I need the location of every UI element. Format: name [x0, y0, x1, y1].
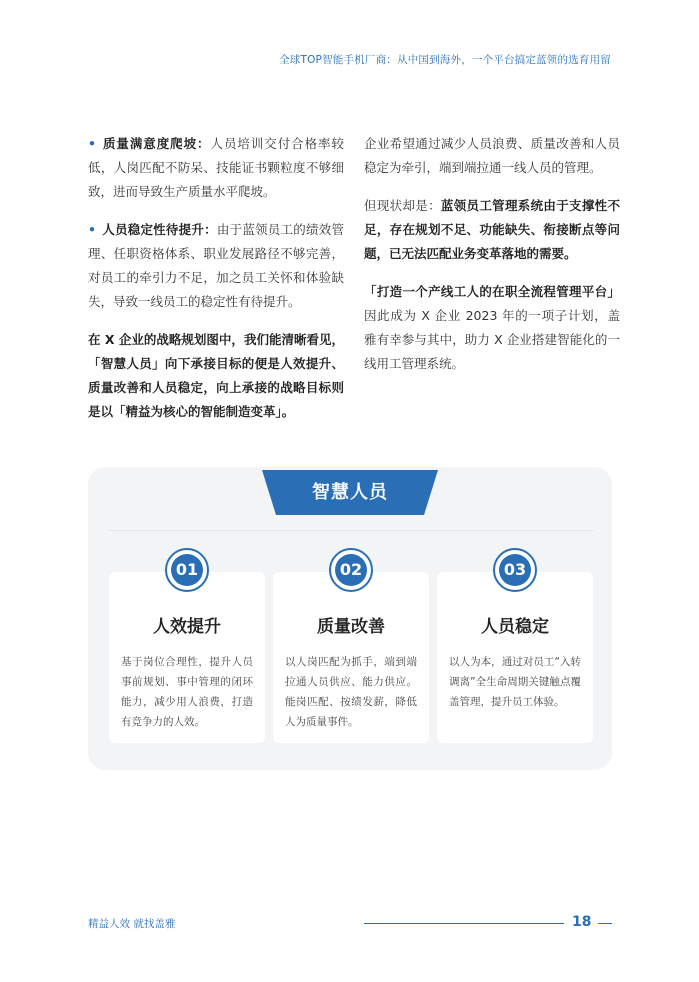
footer-dash [598, 923, 612, 924]
panel-title: 智慧人员 [312, 482, 388, 503]
card-quality [273, 572, 429, 743]
footer-slogan: 精益人效 就找盖雅 [88, 918, 176, 930]
panel-title-banner [262, 470, 438, 515]
card-title: 人效提升 [153, 617, 221, 637]
bullet-quality [88, 132, 344, 204]
card-text: 以人岗匹配为抓手，端到端拉通人员供应、能力供应。能岗匹配、按绩发薪，降低人为质量事件。 [285, 656, 417, 728]
bullet-stability-text: 由于蓝领员工的绩效管理、任职资格体系、职业发展路径不够完善，对员工的牵引力不足，加之员工关怀和体验缺失，导致一线员工的稳定性有待提升。 [88, 222, 344, 309]
number-badge [493, 548, 537, 592]
badge-number: 02 [335, 554, 367, 586]
panel-divider [108, 530, 594, 531]
left-column [88, 132, 344, 438]
number-badge [329, 548, 373, 592]
card-text: 以人为本，通过对员工“入转调离”全生命周期关键触点覆盖管理，提升员工体验。 [449, 656, 581, 708]
status-bold: 蓝领员工管理系统由于支撑性不足，存在规划不足、功能缺失、衔接断点等问题，已无法匹配业务变革落地的需要。 [364, 198, 620, 261]
bullet-quality-label: 质量满意度爬坡： [102, 136, 211, 151]
bullet-dot-icon: • [88, 136, 96, 151]
bullet-stability-label: 人员稳定性待提升： [102, 222, 217, 237]
status-lead: 但现状却是： [364, 198, 441, 213]
strategy-paragraph: 在 X 企业的战略规划图中，我们能清晰看见，「智慧人员」向下承接目标的便是人效提升、质量改善和人员稳定，向上承接的战略目标则是以「精益为核心的智能制造变革」。 [88, 332, 344, 419]
status-paragraph [364, 194, 620, 266]
card-title: 质量改善 [317, 617, 385, 637]
bullet-quality-text: 人员培训交付合格率较低，人岗匹配不防呆、技能证书颗粒度不够细致，进而导致生产质量水平爬坡。 [88, 136, 344, 199]
platform-paragraph [364, 280, 620, 376]
card-efficiency [109, 572, 265, 743]
bullet-dot-icon: • [88, 222, 96, 237]
page-number: 18 [572, 914, 592, 930]
header-title: 全球TOP智能手机厂商：从中国到海外，一个平台搞定蓝领的选育用留 [279, 54, 611, 66]
number-badge [165, 548, 209, 592]
footer-line [364, 923, 564, 924]
card-title: 人员稳定 [481, 617, 549, 637]
card-stability [437, 572, 593, 743]
platform-bold: 「打造一个产线工人的在职全流程管理平台」 [364, 284, 620, 299]
badge-number: 01 [171, 554, 203, 586]
card-text: 基于岗位合理性，提升人员事前规划、事中管理的闭环能力，减少用人浪费，打造有竞争力的人效。 [121, 656, 253, 728]
goal-paragraph: 企业希望通过减少人员浪费、质量改善和人员稳定为牵引，端到端拉通一线人员的管理。 [364, 136, 620, 175]
platform-rest: 因此成为 X 企业 2023 年的一项子计划，盖雅有幸参与其中，助力 X 企业搭建智能化的一线用工管理系统。 [364, 308, 620, 371]
bullet-stability [88, 218, 344, 314]
badge-number: 03 [499, 554, 531, 586]
right-column [364, 132, 620, 390]
